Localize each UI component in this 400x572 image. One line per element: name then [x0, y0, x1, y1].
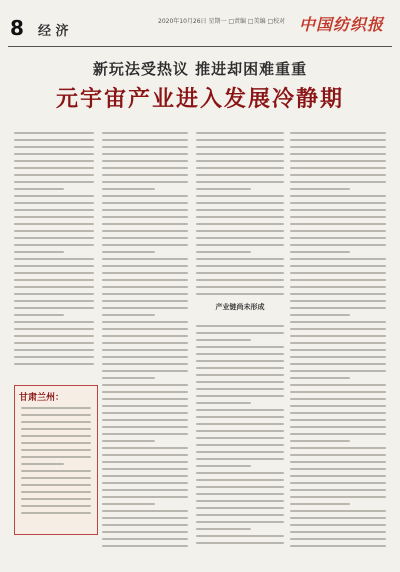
- text-line: [196, 430, 284, 432]
- text-line: [290, 279, 386, 281]
- text-line: [290, 272, 386, 274]
- text-line: [102, 377, 155, 379]
- text-line: [290, 174, 386, 176]
- text-line: [14, 321, 94, 323]
- text-line: [14, 342, 94, 344]
- text-line: [290, 489, 386, 491]
- text-line: [102, 293, 188, 295]
- text-line: [290, 223, 386, 225]
- text-line: [290, 209, 386, 211]
- text-line: [290, 363, 386, 365]
- text-line: [102, 426, 188, 428]
- text-line: [14, 307, 94, 309]
- text-line: [14, 300, 94, 302]
- text-line: [196, 167, 284, 169]
- text-line: [196, 444, 284, 446]
- text-line: [196, 293, 284, 295]
- text-line: [290, 216, 386, 218]
- text-line: [102, 468, 188, 470]
- newspaper-header: [8, 6, 392, 46]
- text-line: [196, 458, 284, 460]
- text-line: [196, 279, 284, 281]
- text-line: [102, 454, 188, 456]
- text-line: [102, 510, 188, 512]
- text-line: [290, 545, 386, 547]
- text-line: [102, 545, 188, 547]
- text-line: [290, 356, 386, 358]
- text-line: [102, 251, 155, 253]
- text-line: [102, 461, 188, 463]
- article-kicker: 新玩法受热议 推进却困难重重: [92, 60, 308, 78]
- text-line: [290, 202, 386, 204]
- text-line: [102, 335, 188, 337]
- text-line: [290, 524, 386, 526]
- text-line: [102, 342, 188, 344]
- text-line: [196, 325, 284, 327]
- text-line: [21, 428, 91, 430]
- text-line: [21, 456, 91, 458]
- page-number: 8: [10, 16, 24, 40]
- text-line: [196, 521, 284, 523]
- text-line: [21, 512, 91, 514]
- text-line: [14, 237, 94, 239]
- text-line: [196, 181, 284, 183]
- text-line: [196, 160, 284, 162]
- text-line: [102, 188, 155, 190]
- text-line: [196, 514, 284, 516]
- text-line: [290, 412, 386, 414]
- text-line: [14, 258, 94, 260]
- text-line: [196, 500, 284, 502]
- header-rule: [8, 46, 392, 47]
- text-line: [290, 307, 386, 309]
- text-line: [102, 538, 188, 540]
- text-line: [196, 223, 284, 225]
- text-line: [102, 412, 188, 414]
- text-line: [290, 181, 386, 183]
- text-line: [290, 146, 386, 148]
- text-line: [102, 265, 188, 267]
- text-line: [196, 528, 251, 530]
- text-line: [196, 381, 284, 383]
- text-line: [102, 307, 188, 309]
- text-line: [196, 367, 284, 369]
- text-line: [21, 498, 91, 500]
- text-line: [14, 230, 94, 232]
- text-line: [14, 335, 94, 337]
- text-line: [102, 132, 188, 134]
- text-line: [196, 493, 284, 495]
- text-line: [102, 433, 188, 435]
- text-column-1: [14, 132, 94, 380]
- text-line: [290, 482, 386, 484]
- text-line: [290, 286, 386, 288]
- text-column-3: [196, 132, 284, 557]
- text-line: [14, 314, 64, 316]
- text-line: [14, 139, 94, 141]
- text-line: [290, 251, 350, 253]
- text-line: [290, 167, 386, 169]
- text-line: [102, 174, 188, 176]
- text-line: [102, 524, 188, 526]
- text-line: [290, 496, 386, 498]
- text-line: [14, 244, 94, 246]
- text-line: [14, 216, 94, 218]
- text-line: [196, 360, 284, 362]
- text-line: [196, 353, 284, 355]
- newspaper-logo: 中国纺织报: [298, 15, 384, 34]
- text-line: [196, 423, 284, 425]
- text-line: [196, 346, 284, 348]
- text-line: [14, 279, 94, 281]
- text-line: [196, 416, 284, 418]
- text-line: [102, 230, 188, 232]
- text-line: [196, 216, 284, 218]
- text-line: [102, 314, 155, 316]
- text-line: [290, 391, 386, 393]
- text-line: [196, 465, 251, 467]
- text-line: [290, 342, 386, 344]
- text-line: [196, 272, 284, 274]
- text-line: [102, 503, 155, 505]
- text-line: [14, 181, 94, 183]
- text-line: [290, 195, 386, 197]
- text-line: [14, 146, 94, 148]
- text-line: [102, 258, 188, 260]
- text-line: [102, 167, 188, 169]
- text-line: [290, 454, 386, 456]
- text-line: [102, 160, 188, 162]
- text-line: [196, 437, 284, 439]
- text-line: [102, 419, 188, 421]
- text-line: [14, 356, 94, 358]
- text-line: [102, 209, 188, 211]
- text-line: [290, 230, 386, 232]
- text-line: [290, 538, 386, 540]
- text-line: [21, 421, 91, 423]
- text-line: [196, 251, 251, 253]
- text-line: [290, 517, 386, 519]
- text-line: [102, 286, 188, 288]
- text-line: [290, 398, 386, 400]
- text-line: [290, 447, 386, 449]
- text-line: [290, 384, 386, 386]
- text-line: [14, 188, 64, 190]
- text-line: [196, 332, 284, 334]
- text-line: [290, 258, 386, 260]
- text-line: [21, 442, 91, 444]
- text-line: [14, 160, 94, 162]
- text-line: [290, 426, 386, 428]
- section-name: 经 济: [38, 24, 69, 39]
- text-column-2: [102, 132, 188, 557]
- text-line: [196, 146, 284, 148]
- text-line: [196, 535, 284, 537]
- text-line: [102, 447, 188, 449]
- text-line: [14, 209, 94, 211]
- text-line: [196, 132, 284, 134]
- text-line: [21, 414, 91, 416]
- text-line: [196, 265, 284, 267]
- text-line: [21, 484, 91, 486]
- article-subhead: 产业链尚未形成: [215, 302, 265, 311]
- text-line: [21, 505, 91, 507]
- text-line: [290, 440, 350, 442]
- text-line: [102, 391, 188, 393]
- text-line: [196, 402, 251, 404]
- text-line: [290, 510, 386, 512]
- text-line: [290, 265, 386, 267]
- text-line: [290, 405, 386, 407]
- text-line: [21, 407, 91, 409]
- text-line: [102, 405, 188, 407]
- text-line: [290, 314, 350, 316]
- text-line: [102, 349, 188, 351]
- text-line: [21, 449, 91, 451]
- text-line: [14, 286, 94, 288]
- text-line: [290, 328, 386, 330]
- text-line: [102, 139, 188, 141]
- text-line: [14, 153, 94, 155]
- text-line: [14, 251, 64, 253]
- text-line: [196, 153, 284, 155]
- text-line: [196, 174, 284, 176]
- text-line: [14, 202, 94, 204]
- text-line: [102, 146, 188, 148]
- text-line: [102, 475, 188, 477]
- text-line: [196, 244, 284, 246]
- text-line: [21, 491, 91, 493]
- text-line: [102, 181, 188, 183]
- text-line: [21, 435, 91, 437]
- article-headline: 元宇宙产业进入发展冷静期: [55, 86, 344, 112]
- sidebar-title: 甘肃兰州：: [19, 393, 65, 403]
- text-line: [290, 461, 386, 463]
- text-line: [14, 293, 94, 295]
- text-line: [102, 195, 188, 197]
- text-line: [196, 542, 284, 544]
- text-line: [290, 188, 350, 190]
- text-line: [14, 132, 94, 134]
- text-line: [102, 321, 188, 323]
- text-line: [290, 433, 386, 435]
- text-line: [21, 477, 91, 479]
- text-line: [290, 132, 386, 134]
- text-line: [21, 463, 64, 465]
- text-line: [102, 440, 155, 442]
- text-line: [14, 272, 94, 274]
- text-line: [196, 374, 284, 376]
- text-line: [290, 244, 386, 246]
- text-line: [290, 468, 386, 470]
- text-line: [290, 475, 386, 477]
- text-column-4: [290, 132, 386, 557]
- text-line: [102, 496, 188, 498]
- text-line: [290, 335, 386, 337]
- sidebar-box: [14, 385, 98, 535]
- text-line: [290, 237, 386, 239]
- text-line: [290, 300, 386, 302]
- text-line: [196, 472, 284, 474]
- text-line: [290, 153, 386, 155]
- text-line: [102, 153, 188, 155]
- text-line: [102, 363, 188, 365]
- text-line: [196, 209, 284, 211]
- text-line: [196, 139, 284, 141]
- text-line: [196, 286, 284, 288]
- text-line: [102, 216, 188, 218]
- text-line: [290, 321, 386, 323]
- sidebar-body: [15, 405, 97, 521]
- text-line: [102, 223, 188, 225]
- text-line: [196, 195, 284, 197]
- text-line: [14, 195, 94, 197]
- text-line: [196, 388, 284, 390]
- text-line: [196, 230, 284, 232]
- text-line: [196, 451, 284, 453]
- text-line: [196, 188, 251, 190]
- text-line: [196, 237, 284, 239]
- text-line: [290, 377, 350, 379]
- text-line: [196, 258, 284, 260]
- text-line: [102, 202, 188, 204]
- text-line: [102, 237, 188, 239]
- text-line: [14, 167, 94, 169]
- text-line: [196, 202, 284, 204]
- text-line: [102, 300, 188, 302]
- text-line: [102, 482, 188, 484]
- issue-info: 2020年10月26日 星期一 □责编 □美编 □校对: [158, 18, 286, 25]
- text-line: [102, 279, 188, 281]
- text-line: [102, 244, 188, 246]
- text-line: [102, 398, 188, 400]
- text-line: [102, 356, 188, 358]
- text-line: [102, 370, 188, 372]
- text-line: [102, 489, 188, 491]
- text-line: [102, 517, 188, 519]
- text-line: [290, 139, 386, 141]
- text-line: [196, 339, 251, 341]
- text-line: [290, 531, 386, 533]
- text-line: [290, 370, 386, 372]
- text-line: [290, 503, 350, 505]
- text-line: [102, 272, 188, 274]
- text-line: [14, 363, 94, 365]
- text-line: [14, 223, 94, 225]
- text-line: [102, 531, 188, 533]
- text-line: [196, 479, 284, 481]
- text-line: [290, 349, 386, 351]
- text-line: [196, 486, 284, 488]
- text-line: [290, 293, 386, 295]
- text-line: [196, 409, 284, 411]
- text-line: [14, 174, 94, 176]
- text-line: [102, 328, 188, 330]
- text-line: [102, 384, 188, 386]
- text-line: [14, 265, 94, 267]
- text-line: [290, 419, 386, 421]
- text-line: [290, 160, 386, 162]
- text-line: [14, 349, 94, 351]
- text-line: [196, 507, 284, 509]
- text-line: [196, 395, 284, 397]
- text-line: [21, 470, 91, 472]
- text-line: [14, 328, 94, 330]
